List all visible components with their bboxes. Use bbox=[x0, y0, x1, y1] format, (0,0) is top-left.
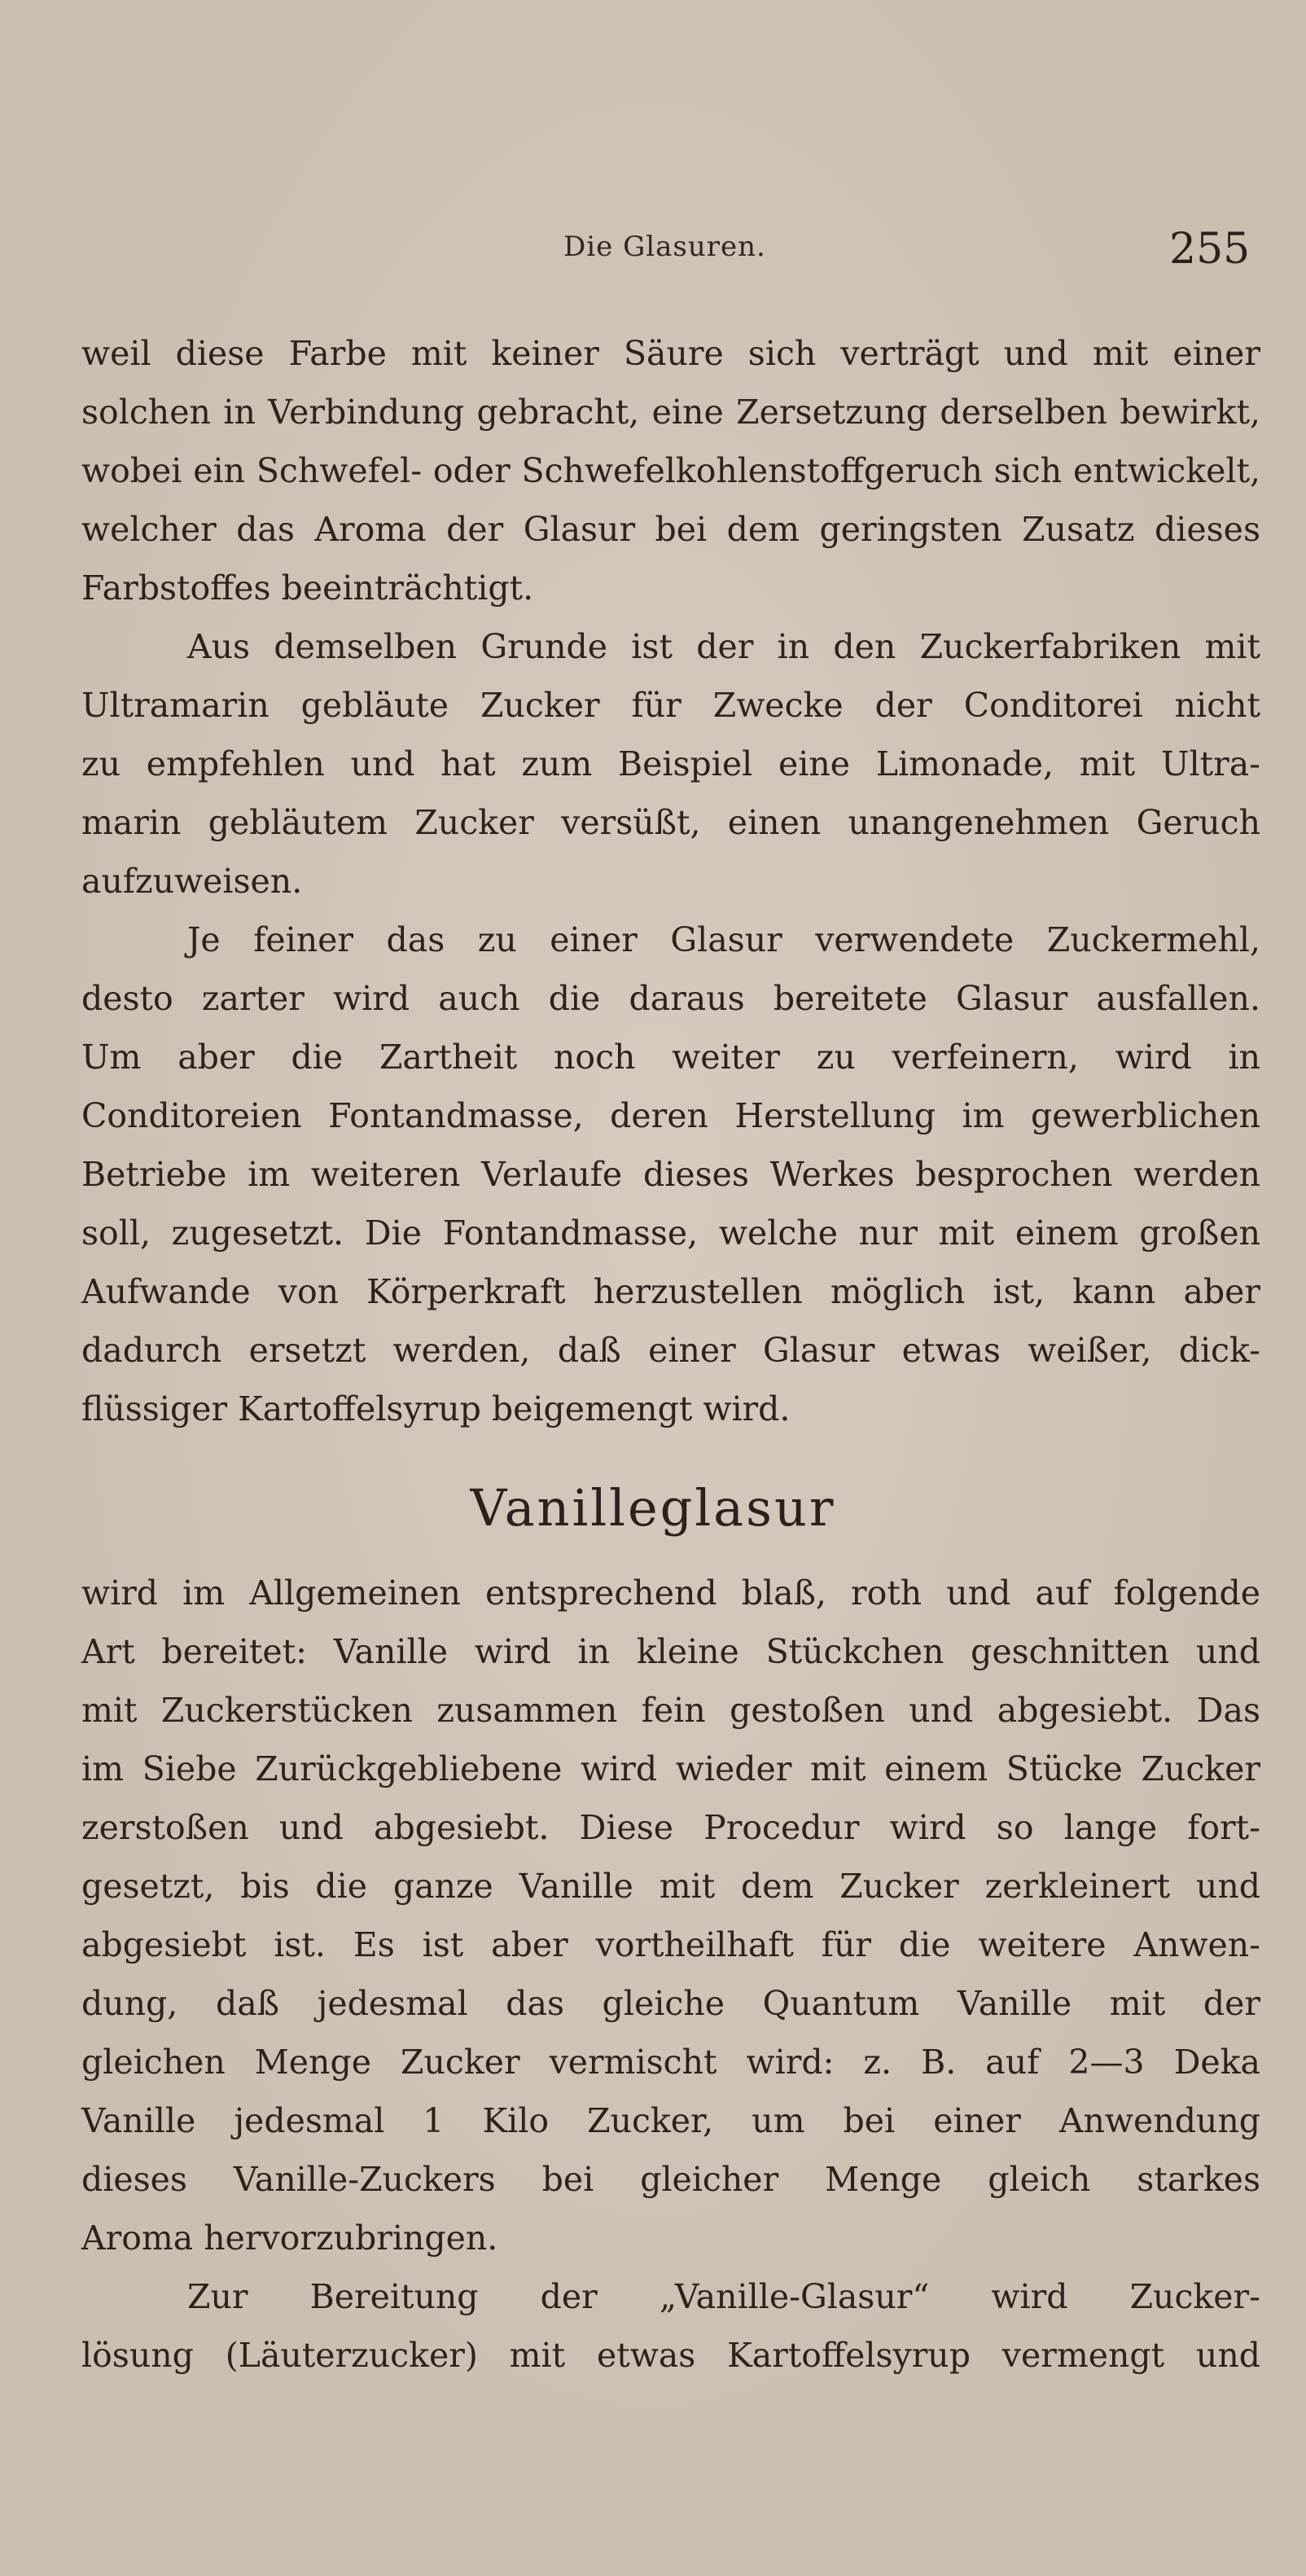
text-line: wobei ein Schwefel- oder Schwefelkohlenstoffgeruch sich entwickelt, bbox=[81, 451, 1260, 490]
text-line: desto zarter wird auch die daraus bereitete Glasur ausfallen. bbox=[81, 979, 1260, 1018]
text-line: marin gebläutem Zucker versüßt, einen unangenehmen Geruch bbox=[81, 803, 1260, 842]
text-line: Farbstoffes beeinträchtigt. bbox=[81, 568, 534, 608]
text-line: welcher das Aroma der Glasur bei dem geringsten Zusatz dieses bbox=[81, 510, 1260, 549]
section-heading: Vanilleglasur bbox=[470, 1478, 836, 1538]
text-line: wird im Allgemeinen entsprechend blaß, roth und auf folgende bbox=[81, 1573, 1260, 1613]
text-line: lösung (Läuterzucker) mit etwas Kartoffelsyrup vermengt und bbox=[81, 2336, 1260, 2375]
text-line: flüssiger Kartoffelsyrup beigemengt wird. bbox=[81, 1389, 791, 1428]
text-line: Conditoreien Fontandmasse, deren Herstellung im gewerblichen bbox=[81, 1096, 1260, 1135]
text-line: Betriebe im weiteren Verlaufe dieses Werkes besprochen werden bbox=[81, 1155, 1260, 1194]
text-line: soll, zugesetzt. Die Fontandmasse, welche nur mit einem großen bbox=[81, 1213, 1260, 1253]
text-line: Art bereitet: Vanille wird in kleine Stückchen geschnitten und bbox=[81, 1632, 1260, 1671]
text-line: Um aber die Zartheit noch weiter zu verfeinern, wird in bbox=[81, 1038, 1260, 1077]
text-line: Aus demselben Grunde ist der in den Zuckerfabriken mit bbox=[187, 627, 1260, 666]
text-line: Zur Bereitung der „Vanille-Glasur“ wird Zucker- bbox=[187, 2277, 1260, 2316]
text-line: abgesiebt ist. Es ist aber vortheilhaft für die weitere Anwen- bbox=[81, 1925, 1260, 1964]
text-line: Vanille jedesmal 1 Kilo Zucker, um bei einer Anwendung bbox=[81, 2101, 1260, 2140]
text-line: mit Zuckerstücken zusammen fein gestoßen und abgesiebt. Das bbox=[81, 1691, 1260, 1730]
text-line: dadurch ersetzt werden, daß einer Glasur etwas weißer, dick- bbox=[81, 1331, 1260, 1370]
text-line: Aroma hervorzubringen. bbox=[81, 2218, 498, 2258]
text-line: weil diese Farbe mit keiner Säure sich verträgt und mit einer bbox=[81, 334, 1260, 373]
text-line: zerstoßen und abgesiebt. Diese Procedur wird so lange fort- bbox=[81, 1808, 1260, 1847]
text-line: dung, daß jedesmal das gleiche Quantum Vanille mit der bbox=[81, 1984, 1260, 2023]
text-line: gleichen Menge Zucker vermischt wird: z. B. auf 2—3 Deka bbox=[81, 2043, 1260, 2082]
text-line: im Siebe Zurückgebliebene wird wieder mit einem Stücke Zucker bbox=[81, 1749, 1260, 1788]
text-line: gesetzt, bis die ganze Vanille mit dem Zucker zerkleinert und bbox=[81, 1867, 1260, 1906]
text-line: dieses Vanille-Zuckers bei gleicher Menge gleich starkes bbox=[81, 2160, 1260, 2199]
text-line: aufzuweisen. bbox=[81, 862, 303, 901]
text-line: zu empfehlen und hat zum Beispiel eine Limonade, mit Ultra- bbox=[81, 744, 1260, 783]
page-number: 255 bbox=[1169, 225, 1251, 274]
text-line: Ultramarin gebläute Zucker für Zwecke der Conditorei nicht bbox=[81, 686, 1260, 725]
text-line: Aufwande von Körperkraft herzustellen möglich ist, kann aber bbox=[81, 1272, 1260, 1311]
text-line: Je feiner das zu einer Glasur verwendete Zuckermehl, bbox=[187, 920, 1260, 959]
text-line: solchen in Verbindung gebracht, eine Zersetzung derselben bewirkt, bbox=[81, 393, 1260, 432]
running-head: Die Glasuren. bbox=[563, 230, 766, 263]
